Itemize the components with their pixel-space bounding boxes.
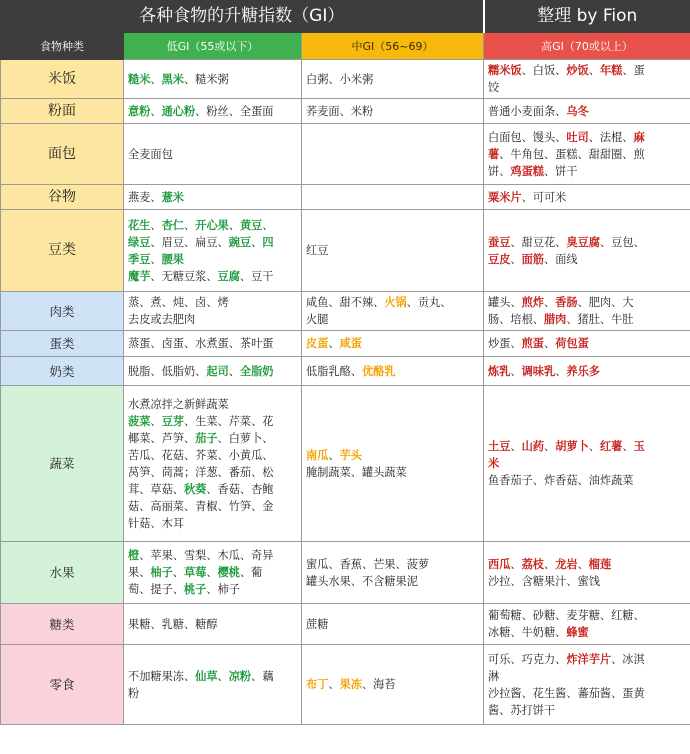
food-text: 肠、培根、 [488, 313, 544, 326]
food-text: 饺 [488, 81, 500, 94]
table-row [1, 60, 690, 99]
food-text: 罐头水果、不含糖果泥 [306, 574, 418, 588]
cell-mid-gi [302, 645, 484, 725]
highlighted-food: 荔枝 [521, 557, 544, 571]
cell-mid-gi [302, 99, 484, 124]
cell-line [488, 607, 686, 624]
highlighted-food: 芋头 [339, 448, 362, 462]
highlighted-food: 吐司 [566, 130, 589, 144]
highlighted-food: 豌豆 [228, 235, 252, 249]
cell-line [128, 464, 297, 481]
cell-mid-gi [302, 60, 484, 99]
cell-line [488, 438, 686, 455]
cell-line [128, 294, 297, 311]
cell-line [128, 413, 297, 430]
highlighted-food: 鸡蛋糕 [510, 164, 544, 178]
food-text: 莴笋、茼蒿；洋葱、番茄、松 [128, 465, 274, 479]
highlighted-food: 煎炸 [521, 296, 544, 309]
food-text: 冰糖、牛奶糖、 [488, 626, 567, 639]
food-text: 、面线 [544, 252, 578, 266]
food-text: 、可可米 [521, 190, 567, 204]
cell-line [488, 651, 686, 668]
food-text: 、白饭、 [521, 64, 567, 77]
cell-line [306, 464, 479, 481]
cell-low-gi [124, 99, 302, 124]
food-text: 普通小麦面条、 [488, 104, 567, 118]
cell-line [128, 335, 297, 352]
row-category: 蛋类 [1, 331, 124, 357]
highlighted-food: 乌冬 [566, 104, 589, 118]
food-text: 、 [510, 364, 522, 378]
food-text: 可乐、巧克力、 [488, 652, 567, 666]
cell-line [306, 363, 479, 380]
cell-line [488, 294, 686, 311]
food-text: 、冰淇 [611, 652, 645, 666]
highlighted-food: 花生 [128, 218, 151, 232]
food-text: 、无糖豆浆、 [150, 269, 218, 283]
food-text: 沙拉、含糖果汁、蜜饯 [488, 574, 600, 588]
highlighted-food: 咸蛋 [339, 337, 362, 350]
table-row [1, 645, 690, 725]
cell-line [488, 624, 686, 641]
food-text: 沙拉酱、花生酱、蕃茄酱、蛋黄 [488, 686, 645, 700]
food-text: 、白萝卜、 [217, 431, 274, 445]
cell-line [128, 564, 297, 581]
food-text: 、 [217, 669, 229, 683]
cell-line [306, 335, 479, 352]
table-row [1, 386, 690, 542]
food-text: 、蛋 [622, 64, 645, 77]
cell-line [306, 573, 479, 590]
food-text: 白粥、小米粥 [306, 72, 374, 86]
food-text: 、猪肚、牛肚 [566, 313, 634, 326]
cell-line [488, 685, 686, 702]
row-category: 水果 [1, 542, 124, 604]
food-text: 、 [328, 678, 340, 691]
cell-line [488, 668, 686, 685]
food-text: 红豆 [306, 244, 329, 257]
highlighted-food: 香肠 [555, 296, 578, 309]
cell-mid-gi [302, 331, 484, 357]
cell-line [128, 515, 297, 532]
highlighted-food: 通心粉 [161, 104, 196, 118]
food-text: 、粉丝、全蛋面 [195, 104, 274, 118]
cell-line [128, 447, 297, 464]
cell-line [488, 163, 686, 180]
food-text: 、 [544, 440, 556, 453]
cell-line [306, 556, 479, 573]
cell-high-gi [484, 99, 690, 124]
highlighted-food: 养乐多 [566, 364, 600, 378]
highlighted-food: 玉 [633, 440, 645, 453]
table-row [1, 357, 690, 386]
cell-high-gi [484, 292, 690, 331]
food-text: 、 [172, 566, 184, 579]
food-text: 茸、草菇、 [128, 482, 184, 496]
cell-high-gi [484, 210, 690, 292]
food-text: 针菇、木耳 [128, 516, 184, 530]
food-text: 鱼香茄子、炸香菇、油炸蔬菜 [488, 474, 634, 487]
cell-line [306, 616, 479, 633]
highlighted-food: 布丁 [306, 678, 329, 691]
highlighted-food: 薯 [488, 147, 500, 161]
highlighted-food: 腰果 [161, 252, 184, 266]
cell-line [128, 146, 297, 163]
cell-mid-gi [302, 292, 484, 331]
cell-mid-gi [302, 604, 484, 645]
row-category: 奶类 [1, 357, 124, 386]
cell-line [488, 234, 686, 251]
cell-mid-gi [302, 210, 484, 292]
row-category: 糖类 [1, 604, 124, 645]
cell-line [488, 573, 686, 590]
cell-line [128, 430, 297, 447]
highlighted-food: 起司 [206, 364, 229, 378]
row-category: 面包 [1, 124, 124, 185]
food-text: 燕麦、 [128, 190, 162, 204]
highlighted-food: 糯米饭 [488, 64, 522, 77]
header-low-gi: 低GI（55或以下） [124, 33, 302, 60]
food-text: 、牛角包、蛋糕、甜甜圈、煎 [499, 147, 645, 161]
cell-line [306, 676, 479, 693]
food-text: 、 [228, 218, 240, 232]
cell-line [128, 189, 297, 206]
food-text: 、海苔 [361, 678, 396, 691]
food-text: 菇、高丽菜、青椒、竹笋、金 [128, 499, 274, 513]
food-text: 、 [328, 448, 340, 462]
highlighted-food: 豆芽 [161, 414, 184, 428]
cell-line [128, 311, 297, 328]
highlighted-food: 红薯 [599, 440, 623, 453]
food-text: 、生菜、芹菜、花 [183, 414, 274, 428]
food-text: 、藕 [251, 669, 274, 683]
highlighted-food: 果冻 [339, 678, 362, 691]
cell-line [488, 189, 686, 206]
food-text: 、葡 [239, 566, 263, 579]
cell-high-gi [484, 645, 690, 725]
food-text: 水煮凉拌之新鲜蔬菜 [128, 397, 229, 411]
highlighted-food: 草莓 [183, 566, 207, 579]
cell-low-gi [124, 386, 302, 542]
highlighted-food: 腊肉 [543, 313, 567, 326]
food-text: 萄、提子、 [128, 583, 184, 596]
cell-line [488, 62, 686, 79]
table-row [1, 185, 690, 210]
food-text: 、 [328, 337, 340, 350]
cell-high-gi [484, 604, 690, 645]
highlighted-food: 蚕豆 [488, 235, 511, 249]
food-text: 、饼干 [543, 164, 578, 178]
food-text: 、 [544, 557, 556, 571]
food-text: 饼、 [488, 164, 511, 178]
cell-high-gi [484, 542, 690, 604]
highlighted-food: 南瓜 [306, 448, 329, 462]
food-text: 、苹果、雪梨、木瓜、奇异 [139, 549, 274, 562]
food-text: 酱、苏打饼干 [488, 703, 556, 717]
cell-line [488, 146, 686, 163]
food-text: 、豆干 [239, 269, 274, 283]
highlighted-food: 糙米 [128, 72, 151, 86]
highlighted-food: 季豆 [128, 252, 151, 266]
cell-line [128, 616, 297, 633]
cell-line [306, 242, 479, 259]
cell-low-gi [124, 542, 302, 604]
highlighted-food: 荷包蛋 [555, 337, 589, 350]
highlighted-food: 绿豆 [128, 235, 151, 249]
highlighted-food: 优酪乳 [361, 364, 396, 378]
food-text: 、法棍、 [588, 130, 634, 144]
food-text: 、 [622, 440, 634, 453]
highlighted-food: 年糕 [599, 64, 623, 77]
highlighted-food: 皮蛋 [306, 337, 329, 350]
food-text: 粉 [128, 686, 140, 700]
highlighted-food: 杏仁 [161, 218, 184, 232]
cell-line [128, 234, 297, 251]
food-text: 荞麦面、米粉 [306, 104, 374, 118]
food-text: 、 [262, 218, 274, 232]
highlighted-food: 意粉 [128, 104, 151, 118]
cell-line [128, 685, 297, 702]
food-text: 、 [150, 104, 162, 118]
title-row [1, 1, 690, 33]
table-row [1, 542, 690, 604]
table-row [1, 604, 690, 645]
food-text: 罐头、 [488, 296, 522, 309]
highlighted-food: 调味乳 [521, 364, 556, 378]
food-text: 、 [588, 440, 600, 453]
header-category: 食物种类 [1, 33, 124, 60]
row-category: 肉类 [1, 292, 124, 331]
food-text: 苦瓜、花菇、芥菜、小黄瓜、 [128, 448, 274, 462]
food-text: 白面包、馒头、 [488, 130, 567, 144]
cell-line [128, 251, 297, 268]
highlighted-food: 薏米 [161, 190, 184, 204]
highlighted-food: 胡萝卜 [555, 440, 589, 453]
highlighted-food: 菠菜 [128, 414, 151, 428]
cell-line [128, 268, 297, 285]
cell-high-gi [484, 185, 690, 210]
highlighted-food: 火锅 [384, 296, 407, 309]
highlighted-food: 龙岩 [555, 557, 578, 571]
highlighted-food: 臭豆腐 [566, 235, 600, 249]
highlighted-food: 桃子 [183, 583, 207, 596]
cell-low-gi [124, 124, 302, 185]
food-text: 蔗糖 [306, 617, 329, 631]
cell-line [128, 668, 297, 685]
food-text: 、糙米粥 [183, 72, 229, 86]
food-text: 、肥肉、大 [577, 296, 634, 309]
cell-high-gi [484, 357, 690, 386]
cell-line [128, 71, 297, 88]
table-row [1, 210, 690, 292]
cell-line [488, 556, 686, 573]
food-text: 蒸蛋、卤蛋、水煮蛋、茶叶蛋 [128, 337, 274, 350]
food-text: 、 [150, 72, 162, 86]
highlighted-food: 樱桃 [217, 566, 240, 579]
food-text: 、 [150, 414, 162, 428]
table-row [1, 331, 690, 357]
food-text: 、甜豆花、 [510, 235, 567, 249]
row-category: 蔬菜 [1, 386, 124, 542]
header-row [1, 33, 690, 60]
cell-low-gi [124, 60, 302, 99]
food-text: 蜜瓜、香蕉、芒果、菠萝 [306, 557, 430, 571]
cell-line [488, 311, 686, 328]
header-mid-gi: 中GI（56~69） [302, 33, 484, 60]
cell-line [488, 472, 686, 489]
food-text: 、 [150, 252, 162, 266]
food-text: 淋 [488, 669, 500, 683]
food-text: 、 [510, 557, 522, 571]
food-text: 、豆包、 [599, 235, 645, 249]
food-text: 、眉豆、扁豆、 [150, 235, 229, 249]
food-text: 、 [183, 218, 196, 232]
page-title: 各种食物的升糖指数（GI） [1, 1, 484, 33]
food-text: 、 [543, 296, 556, 309]
highlighted-food: 炒饭 [566, 64, 589, 77]
table-row [1, 99, 690, 124]
cell-line [128, 396, 297, 413]
highlighted-food: 开心果 [195, 218, 229, 232]
cell-mid-gi [302, 124, 484, 185]
cell-high-gi [484, 124, 690, 185]
cell-line [306, 447, 479, 464]
food-text: 、 [543, 337, 556, 350]
cell-mid-gi [302, 185, 484, 210]
highlighted-food: 米 [488, 457, 500, 470]
cell-line [488, 455, 686, 472]
food-text: 果、 [128, 566, 151, 579]
cell-line [306, 311, 479, 328]
cell-line [488, 363, 686, 380]
cell-low-gi [124, 331, 302, 357]
cell-line [488, 335, 686, 352]
highlighted-food: 西瓜 [488, 557, 511, 571]
highlighted-food: 黑米 [161, 72, 184, 86]
row-category: 米饭 [1, 60, 124, 99]
food-text: 低脂乳酪、 [306, 364, 362, 378]
food-text: 、贡丸、 [406, 296, 452, 309]
food-text: 、 [251, 235, 263, 249]
highlighted-food: 茄子 [195, 431, 218, 445]
food-text: 葡萄糖、砂糖、麦芽糖、红糖、 [488, 609, 645, 622]
cell-low-gi [124, 185, 302, 210]
food-text: 、 [510, 252, 522, 266]
food-text: 咸鱼、甜不辣、 [306, 296, 385, 309]
food-text: 不加糖果冻、 [128, 669, 196, 683]
cell-line [128, 498, 297, 515]
highlighted-food: 仙草 [195, 669, 218, 683]
food-text: 、 [588, 64, 600, 77]
cell-low-gi [124, 292, 302, 331]
food-text: 、 [228, 364, 240, 378]
cell-high-gi [484, 331, 690, 357]
highlighted-food: 炼乳 [488, 364, 511, 378]
cell-line [306, 103, 479, 120]
cell-high-gi [484, 386, 690, 542]
food-text: 火腿 [306, 313, 329, 326]
cell-line [306, 71, 479, 88]
cell-line [128, 363, 297, 380]
cell-line [488, 251, 686, 268]
table-row [1, 124, 690, 185]
cell-mid-gi [302, 542, 484, 604]
cell-line [128, 581, 297, 598]
cell-line [128, 481, 297, 498]
cell-line [128, 103, 297, 120]
highlighted-food: 秋葵 [183, 482, 207, 496]
food-text: 去皮或去肥肉 [128, 313, 196, 326]
cell-low-gi [124, 210, 302, 292]
food-text: 果糖、乳糖、糖醇 [128, 617, 218, 631]
highlighted-food: 柚子 [150, 566, 173, 579]
highlighted-food: 面筋 [521, 252, 544, 266]
cell-line [488, 103, 686, 120]
food-text: 全麦面包 [128, 147, 173, 161]
highlighted-food: 蜂蜜 [566, 626, 589, 639]
cell-low-gi [124, 604, 302, 645]
food-text: 、柿子 [206, 583, 240, 596]
row-category: 谷物 [1, 185, 124, 210]
food-text: 、 [510, 440, 522, 453]
cell-line [488, 702, 686, 719]
cell-low-gi [124, 357, 302, 386]
highlighted-food: 全脂奶 [239, 364, 274, 378]
food-text: 蒸、煮、炖、卤、烤 [128, 296, 229, 309]
header-high-gi: 高GI（70或以上） [484, 33, 690, 60]
highlighted-food: 粟米片 [488, 190, 522, 204]
row-category: 豆类 [1, 210, 124, 292]
highlighted-food: 四 [262, 235, 274, 249]
highlighted-food: 魔芋 [128, 269, 151, 283]
cell-mid-gi [302, 357, 484, 386]
row-category: 粉面 [1, 99, 124, 124]
table-row [1, 292, 690, 331]
row-category: 零食 [1, 645, 124, 725]
highlighted-food: 土豆 [488, 440, 511, 453]
cell-line [488, 79, 686, 96]
highlighted-food: 凉粉 [228, 669, 252, 683]
cell-line [128, 547, 297, 564]
highlighted-food: 山药 [521, 440, 544, 453]
highlighted-food: 橙 [128, 549, 140, 562]
cell-line [128, 217, 297, 234]
highlighted-food: 榴莲 [588, 557, 612, 571]
author-credit: 整理 by Fion [484, 1, 690, 33]
highlighted-food: 麻 [633, 130, 645, 144]
cell-line [488, 129, 686, 146]
highlighted-food: 黄豆 [239, 218, 263, 232]
food-text: 腌制蔬菜、罐头蔬菜 [306, 465, 407, 479]
food-text: 椰菜、芦笋、 [128, 431, 196, 445]
cell-line [306, 294, 479, 311]
highlighted-food: 豆腐 [217, 269, 240, 283]
highlighted-food: 炸洋芋片 [566, 652, 612, 666]
food-text: 、 [555, 364, 567, 378]
food-text: 、 [150, 218, 162, 232]
food-text: 、 [206, 566, 218, 579]
highlighted-food: 煎蛋 [521, 337, 544, 350]
food-text: 脱脂、低脂奶、 [128, 364, 207, 378]
highlighted-food: 豆皮 [488, 252, 511, 266]
food-text: 、香菇、杏鲍 [206, 482, 274, 496]
cell-mid-gi [302, 386, 484, 542]
food-text: 炒蛋、 [488, 337, 522, 350]
food-text: 、 [577, 557, 589, 571]
cell-high-gi [484, 60, 690, 99]
cell-low-gi [124, 645, 302, 725]
